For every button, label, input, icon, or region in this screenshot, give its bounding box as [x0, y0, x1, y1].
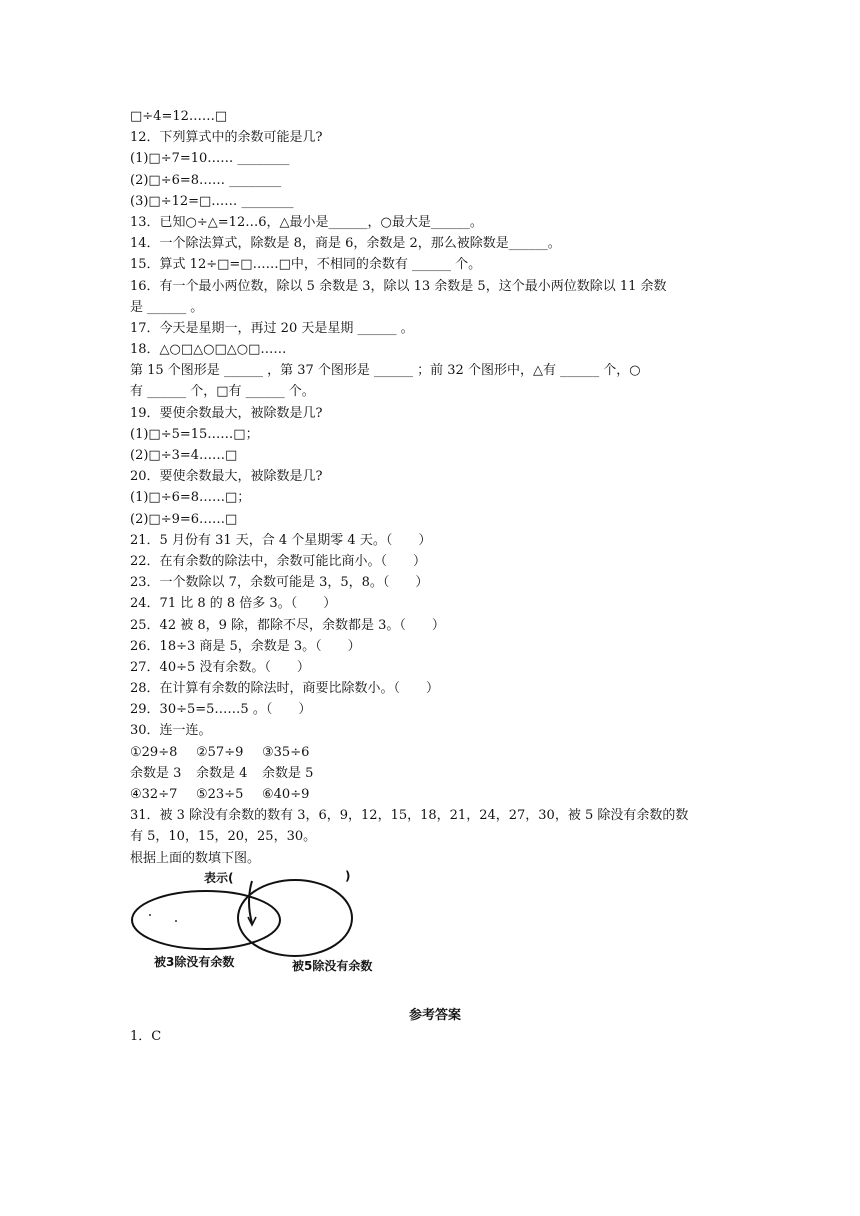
question-line: 18．△○□△○□△○□…… — [130, 342, 287, 358]
question-line: 28．在计算有余数的除法时，商要比除数小。（ ） — [130, 681, 440, 697]
lianlian-cell[interactable]: ⑤23÷5 — [196, 787, 244, 802]
lianlian-row — [130, 784, 740, 805]
question-line: 是 ______ 。 — [130, 299, 204, 315]
question-line: 22．在有余数的除法中，余数可能比商小。（ ） — [130, 553, 427, 569]
question-line: 13．已知○÷△=12…6，△最小是______，○最大是______。 — [130, 214, 483, 230]
question-line: 19．要使余数最大，被除数是几? — [130, 405, 323, 421]
question-line: 第 15 个图形是 ______ ，第 37 个图形是 ______ ；前 32 个图形中，△有 ______ 个，○ — [130, 363, 641, 379]
document-page — [130, 106, 740, 1047]
pointer-arrow — [249, 881, 252, 923]
question-line: 20．要使余数最大，被除数是几? — [130, 469, 323, 485]
lianlian-cell[interactable]: ⑥40÷9 — [262, 787, 310, 802]
question-line: 31．被 3 除没有余数的数有 3，6，9，12，15，18，21，24，27，30，被 5 除没有余数的数 — [130, 808, 689, 824]
venn-caption-right: 被5除没有余数 — [292, 958, 373, 973]
question-line: □÷4=12……□ — [130, 109, 228, 124]
question-line: (2)□÷9=6……□ — [130, 511, 238, 527]
venn-label-left: 表示( — [204, 870, 234, 885]
question-line: (2)□÷6=8…… ________ — [130, 172, 282, 188]
lianlian-cell[interactable]: 余数是 4 — [196, 765, 248, 781]
lianlian-row — [130, 763, 740, 784]
question-line: 15．算式 12÷□=□……□中，不相同的余数有 ______ 个。 — [130, 257, 482, 273]
question-line: (2)□÷3=4……□ — [130, 448, 238, 463]
lianlian-row — [130, 742, 740, 763]
question-line: 26．18÷3 商是 5，余数是 3。（ ） — [130, 638, 361, 654]
question-list — [130, 106, 740, 742]
answer-title: 参考答案 — [408, 1007, 461, 1023]
lianlian-table — [130, 742, 740, 806]
question-line: (1)□÷5=15……□； — [130, 426, 259, 442]
lianlian-cell[interactable]: ③35÷6 — [262, 744, 310, 760]
answer-1: 1．C — [130, 1028, 162, 1044]
lianlian-cell[interactable]: 余数是 3 — [130, 765, 182, 781]
venn-diagram — [130, 868, 400, 983]
lianlian-cell[interactable]: ①29÷8 — [130, 744, 178, 760]
lianlian-cell[interactable]: ④32÷7 — [130, 787, 178, 802]
question-line: 27．40÷5 没有余数。（ ） — [130, 659, 310, 675]
question-line: 24．71 比 8 的 8 倍多 3。（ ） — [130, 596, 337, 612]
question-line: 25．42 被 8，9 除，都除不尽，余数都是 3。（ ） — [130, 617, 445, 633]
venn-caption-left: 被3除没有余数 — [154, 954, 235, 969]
left-circle — [132, 891, 280, 949]
question-31 — [130, 805, 740, 869]
venn-label-right: ) — [345, 868, 351, 883]
lianlian-cell[interactable]: ②57÷9 — [196, 744, 244, 760]
speck — [175, 920, 177, 922]
question-line: 有 5，10，15，20，25，30。 — [130, 829, 317, 845]
question-line: (1)□÷7=10…… ________ — [130, 151, 290, 167]
speck — [149, 914, 151, 916]
question-line: 23．一个数除以 7，余数可能是 3，5，8。（ ） — [130, 575, 429, 591]
lianlian-cell[interactable]: 余数是 5 — [262, 765, 314, 781]
question-line: 21．5 月份有 31 天，合 4 个星期零 4 天。（ ） — [130, 532, 432, 548]
question-line: 30．连一连。 — [130, 723, 212, 739]
question-line: 29．30÷5=5……5 。（ ） — [130, 702, 312, 718]
question-line: (1)□÷6=8……□； — [130, 490, 251, 506]
question-line: 根据上面的数填下图。 — [130, 850, 261, 866]
question-line: 14．一个除法算式，除数是 8，商是 6，余数是 2，那么被除数是______。 — [130, 236, 561, 252]
question-line: 17．今天是星期一，再过 20 天是星期 ______ 。 — [130, 320, 414, 336]
question-line: 有 ______ 个，□有 ______ 个。 — [130, 384, 315, 400]
question-line: 12．下列算式中的余数可能是几? — [130, 130, 323, 146]
question-line: (3)□÷12=□…… ________ — [130, 193, 294, 209]
question-line: 16．有一个最小两位数，除以 5 余数是 3，除以 13 余数是 5，这个最小两位数除以 11 余数 — [130, 278, 667, 294]
